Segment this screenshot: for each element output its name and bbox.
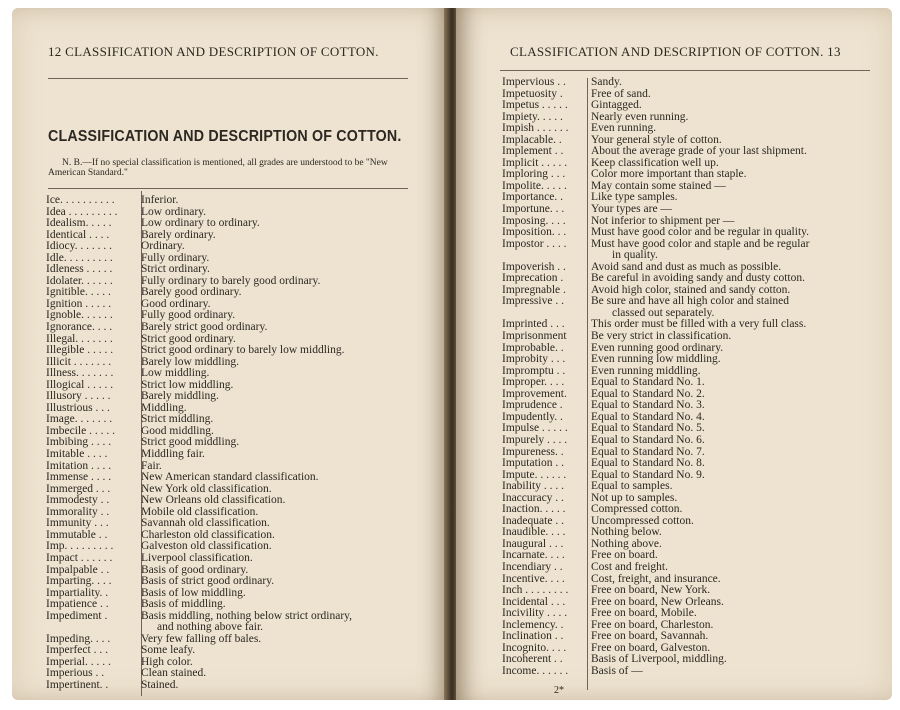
code-meaning: Be very strict in classification. xyxy=(591,330,732,343)
code-meaning: Strict good ordinary. xyxy=(141,332,236,345)
code-meaning: Savannah old classification. xyxy=(141,517,270,530)
code-word: Idolater. . . . . . xyxy=(46,275,113,287)
code-meaning: Basis of low middling. xyxy=(141,586,246,599)
code-word: Impressive . . xyxy=(502,296,564,308)
code-meaning: Fully ordinary to barely good ordinary. xyxy=(141,274,321,287)
code-meaning: Liverpool classification. xyxy=(141,551,253,564)
code-meaning: Ordinary. xyxy=(141,240,185,253)
code-meaning: Free on board, Savannah. xyxy=(591,630,709,643)
list-item xyxy=(502,458,882,470)
left-page-header: 12 CLASSIFICATION AND DESCRIPTION OF COTTON. xyxy=(48,44,379,59)
code-word: Imitable . . . . xyxy=(46,449,108,461)
code-word: Ice. . . . . . . . . . xyxy=(46,195,115,206)
code-meaning: Be careful in avoiding sandy and dusty cotton. xyxy=(591,272,805,285)
code-word: Immense . . . . xyxy=(46,472,112,484)
code-word: Inaudible. . . . xyxy=(502,527,566,539)
code-word: Ignoble. . . . . . xyxy=(46,310,113,322)
list-item xyxy=(502,493,882,505)
list-item xyxy=(46,391,416,403)
code-word: Inaugural . . . xyxy=(502,538,564,550)
code-word: Idea . . . . . . . . . xyxy=(46,206,118,218)
code-meaning: Good middling. xyxy=(141,424,214,437)
page-title: CLASSIFICATION AND DESCRIPTION OF COTTON. xyxy=(48,128,402,145)
list-item xyxy=(502,654,882,666)
code-word: Incentive. . . . xyxy=(502,573,565,585)
code-meaning: Strict good middling. xyxy=(141,436,240,449)
code-meaning: Equal to Standard No. 6. xyxy=(591,433,705,446)
code-meaning: Be sure and have all high color and stained xyxy=(591,295,789,308)
code-meaning: Avoid high color, stained and sandy cotton. xyxy=(591,283,791,296)
code-word: Impact . . . . . . xyxy=(46,552,113,564)
code-word: Immorality . . xyxy=(46,506,110,518)
list-item xyxy=(46,668,416,680)
code-word: Improbable. . xyxy=(502,342,564,354)
code-word: Idiocy. . . . . . . xyxy=(46,241,113,253)
list-item xyxy=(46,576,416,588)
list-item xyxy=(502,435,882,447)
code-meaning: Strict low middling. xyxy=(141,378,234,391)
list-item xyxy=(502,470,882,482)
code-word: Imposing. . . . xyxy=(502,215,566,227)
code-word: Impurely . . . . xyxy=(502,434,568,446)
code-word: Impregnable . xyxy=(502,284,566,296)
code-word: Importance. . xyxy=(502,192,563,204)
list-item xyxy=(46,287,416,299)
code-meaning: Even running. xyxy=(591,122,657,135)
code-word: Improbity . . . xyxy=(502,354,566,366)
code-meaning: Basis of good ordinary. xyxy=(141,563,249,576)
code-meaning: Equal to Standard No. 3. xyxy=(591,399,705,412)
code-word: Impertinent. . xyxy=(46,679,109,691)
code-word: Importune. . . xyxy=(502,204,565,216)
code-meaning: New Orleans old classification. xyxy=(141,494,286,507)
code-word: Immodesty . . xyxy=(46,495,110,507)
code-word: Imprinted . . . xyxy=(502,319,565,331)
code-meaning: This order must be filled with a very full class. xyxy=(591,318,807,331)
code-word: Inaction. . . . . xyxy=(502,504,566,516)
code-meaning: Basis middling, nothing below strict ordinary, xyxy=(141,609,353,622)
code-meaning: Strict ordinary. xyxy=(141,263,210,276)
code-word: Incivility . . . . xyxy=(502,608,568,620)
code-meaning: Basis of — xyxy=(591,664,643,677)
list-item xyxy=(46,680,416,692)
list-item xyxy=(46,322,416,334)
code-word: Improper. . . . xyxy=(502,377,565,389)
code-meaning: Free on board, Galveston. xyxy=(591,641,711,654)
code-word: Imperfect . . . xyxy=(46,645,108,657)
code-meaning: Equal to Standard No. 1. xyxy=(591,376,705,389)
code-meaning: Strict middling. xyxy=(141,413,214,426)
code-meaning: High color. xyxy=(141,655,193,668)
list-item xyxy=(46,414,416,426)
code-meaning: Some leafy. xyxy=(141,644,196,657)
code-meaning: Cost, freight, and insurance. xyxy=(591,572,721,585)
code-meaning: About the average grade of your last shipment. xyxy=(591,145,807,158)
code-meaning: Barely good ordinary. xyxy=(141,286,242,299)
code-word: Ignitible. . . . . xyxy=(46,287,111,299)
code-word: Impetus . . . . . xyxy=(502,100,568,112)
code-word: Incoherent . . xyxy=(502,654,563,666)
list-item xyxy=(46,449,416,461)
code-word: Idle. . . . . . . . . xyxy=(46,252,113,264)
code-meaning: Must have good color and be regular in quality. xyxy=(591,226,810,239)
code-word: Inclemency. . xyxy=(502,619,564,631)
code-word: Implicit . . . . . xyxy=(502,157,568,169)
code-word: Impish . . . . . . xyxy=(502,123,569,135)
code-meaning: May contain some stained — xyxy=(591,179,726,192)
list-item xyxy=(46,357,416,369)
code-meaning: Fully good ordinary. xyxy=(141,309,236,322)
code-meaning: Free on board, Charleston. xyxy=(591,618,714,631)
list-item xyxy=(502,666,882,678)
code-meaning: Free on board, New York. xyxy=(591,584,711,597)
code-meaning: Nearly even running. xyxy=(591,110,689,123)
code-word: Imprudence . xyxy=(502,400,563,412)
code-meaning: Equal to Standard No. 5. xyxy=(591,422,705,435)
code-word: Illegal. . . . . . . xyxy=(46,333,113,345)
code-word: Inability . . . . xyxy=(502,481,564,493)
code-meaning: Very few falling off bales. xyxy=(141,632,262,645)
code-word: Imbibing . . . . xyxy=(46,437,112,449)
code-meaning: Middling fair. xyxy=(141,448,205,461)
code-word: Incarnate. . . . xyxy=(502,550,565,562)
code-word: Impetuosity . xyxy=(502,88,563,100)
code-meaning: Low middling. xyxy=(141,367,210,380)
code-word: Impolite. . . . . xyxy=(502,180,567,192)
code-word: Implement . . xyxy=(502,146,564,158)
list-item xyxy=(502,608,882,620)
code-meaning-continued: in quality. xyxy=(612,249,658,262)
code-meaning: Avoid sand and dust as much as possible. xyxy=(591,260,782,273)
code-word: Ignition . . . . . xyxy=(46,298,112,310)
left-page xyxy=(12,8,448,700)
list-item xyxy=(502,539,882,551)
code-meaning: Equal to Standard No. 8. xyxy=(591,457,705,470)
code-meaning: Barely ordinary. xyxy=(141,228,216,241)
list-item xyxy=(46,380,416,392)
code-word: Illness. . . . . . . xyxy=(46,368,114,380)
list-item xyxy=(502,354,882,366)
code-word: Imputation . . xyxy=(502,458,564,470)
code-word: Immerged . . . xyxy=(46,483,111,495)
code-word: Impudently. . xyxy=(502,411,563,423)
right-page-header: CLASSIFICATION AND DESCRIPTION OF COTTON. 13 xyxy=(510,44,841,59)
list-item xyxy=(502,192,882,204)
code-meaning: Equal to Standard No. 2. xyxy=(591,387,705,400)
code-meaning: Equal to Standard No. 4. xyxy=(591,410,705,423)
code-word: Imploring . . . xyxy=(502,169,566,181)
header-rule xyxy=(500,70,870,71)
code-meaning: Low ordinary. xyxy=(141,205,207,218)
list-item xyxy=(46,553,416,565)
right-page xyxy=(456,8,892,700)
code-meaning: Charleston old classification. xyxy=(141,528,275,541)
code-word: Illogical . . . . . xyxy=(46,379,114,391)
code-meaning: Free on board, Mobile. xyxy=(591,607,697,620)
code-meaning: Stained. xyxy=(141,678,179,691)
code-word: Immunity . . . xyxy=(46,518,109,530)
code-word: Idleness . . . . . xyxy=(46,264,113,276)
list-item xyxy=(502,123,882,135)
list-item xyxy=(46,218,416,230)
list-item xyxy=(502,585,882,597)
code-meaning: Compressed cotton. xyxy=(591,503,683,516)
code-word: Image. . . . . . . xyxy=(46,414,113,426)
code-word: Impute. . . . . . xyxy=(502,469,567,481)
code-word: Imposition. . . xyxy=(502,227,567,239)
list-item xyxy=(502,239,882,251)
code-meaning: Middling. xyxy=(141,401,187,414)
code-word: Incendiary . . xyxy=(502,561,563,573)
list-item xyxy=(46,657,416,669)
code-meaning: Barely middling. xyxy=(141,390,219,403)
code-meaning: Basis of middling. xyxy=(141,598,226,611)
list-item xyxy=(502,112,882,124)
code-meaning: Nothing above. xyxy=(591,537,662,550)
code-word: Incognito. . . . xyxy=(502,642,567,654)
code-word: Impiety. . . . . xyxy=(502,111,563,123)
code-meaning: New American standard classification. xyxy=(141,471,319,484)
code-word: Impervious . . xyxy=(502,77,566,88)
list-item xyxy=(502,227,882,239)
code-word: Impatience . . xyxy=(46,599,109,611)
note-rule xyxy=(48,188,408,189)
list-item xyxy=(502,89,882,101)
header-rule xyxy=(48,78,408,79)
list-item xyxy=(502,481,882,493)
code-word: Imperious . . xyxy=(46,668,105,680)
code-meaning: Uncompressed cotton. xyxy=(591,514,694,527)
code-word: Imprecation . xyxy=(502,273,564,285)
code-word: Impulse . . . . . xyxy=(502,423,568,435)
list-item xyxy=(46,634,416,646)
code-meaning: Fully ordinary. xyxy=(141,251,210,264)
code-meaning: Your types are — xyxy=(591,203,672,216)
code-word: Impostor . . . . xyxy=(502,238,567,250)
code-meaning: Equal to samples. xyxy=(591,480,673,493)
code-meaning: Barely strict good ordinary. xyxy=(141,321,268,334)
code-word: Impromptu . . xyxy=(502,365,566,377)
list-item xyxy=(502,100,882,112)
list-item xyxy=(46,230,416,242)
code-meaning: Basis of Liverpool, middling. xyxy=(591,653,727,666)
list-item xyxy=(46,588,416,600)
code-word: Inch . . . . . . . . xyxy=(502,585,569,597)
code-word: Impediment . xyxy=(46,610,108,622)
code-meaning: Even running middling. xyxy=(591,364,701,377)
code-meaning-continued: and nothing above fair. xyxy=(157,621,264,634)
code-word: Ignorance. . . . xyxy=(46,322,113,334)
list-item xyxy=(46,403,416,415)
code-meaning: Must have good color and staple and be regular xyxy=(591,237,810,250)
code-word: Improvement. xyxy=(502,388,567,400)
code-meaning: Free of sand. xyxy=(591,87,651,100)
code-word: Illicit . . . . . . . xyxy=(46,356,112,368)
list-item xyxy=(46,472,416,484)
note-text: N. B.—If no special classification is mentioned, all grades are understood to be "New American Standard." xyxy=(48,158,388,178)
list-item xyxy=(502,550,882,562)
code-word: Impoverish . . xyxy=(502,261,566,273)
list-item xyxy=(502,77,882,89)
code-word: Impartiality. . xyxy=(46,587,109,599)
code-word: Identical . . . . xyxy=(46,229,110,241)
code-meaning: Gintagged. xyxy=(591,99,642,112)
code-meaning: Not up to samples. xyxy=(591,491,678,504)
list-item xyxy=(46,437,416,449)
list-item xyxy=(502,562,882,574)
list-item xyxy=(502,527,882,539)
code-meaning: Mobile old classification. xyxy=(141,505,259,518)
code-meaning: Equal to Standard No. 9. xyxy=(591,468,705,481)
code-meaning: Even running good ordinary. xyxy=(591,341,724,354)
left-code-list xyxy=(46,195,416,692)
code-meaning: Fair. xyxy=(141,459,162,472)
code-meaning: Sandy. xyxy=(591,76,622,88)
code-meaning: New York old classification. xyxy=(141,482,272,495)
code-meaning: Even running low middling. xyxy=(591,353,721,366)
code-meaning: Keep classification well up. xyxy=(591,156,719,169)
code-meaning: Basis of strict good ordinary. xyxy=(141,575,275,588)
code-word: Inaccuracy . . xyxy=(502,492,564,504)
signature-mark: 2* xyxy=(554,685,564,696)
code-word: Impeding. . . . xyxy=(46,633,111,645)
code-meaning: Low ordinary to ordinary. xyxy=(141,217,260,230)
code-meaning: Free on board, New Orleans. xyxy=(591,595,724,608)
list-item xyxy=(502,516,882,528)
code-word: Illegible . . . . . xyxy=(46,345,114,357)
code-word: Idealism. . . . . xyxy=(46,218,112,230)
code-meaning: Good ordinary. xyxy=(141,297,211,310)
code-meaning-continued: classed out separately. xyxy=(612,306,715,319)
list-item xyxy=(46,345,416,357)
code-word: Imp. . . . . . . . . xyxy=(46,541,114,553)
right-code-list xyxy=(502,77,882,677)
list-item xyxy=(502,204,882,216)
list-item xyxy=(502,331,882,343)
code-word: Illustrious . . . xyxy=(46,402,110,414)
code-meaning: Equal to Standard No. 7. xyxy=(591,445,705,458)
code-word: Immutable . . xyxy=(46,529,108,541)
code-meaning: Strict good ordinary to barely low middling. xyxy=(141,344,345,357)
code-meaning: Your general style of cotton. xyxy=(591,133,722,146)
list-item xyxy=(46,645,416,657)
code-word: Implacable. . xyxy=(502,134,562,146)
code-word: Imprisonment xyxy=(502,331,567,343)
code-word: Imperial. . . . . xyxy=(46,656,111,668)
code-word: Income. . . . . . xyxy=(502,665,569,677)
code-word: Imparting. . . . xyxy=(46,576,112,588)
code-word: Illusory . . . . . xyxy=(46,391,111,403)
code-word: Impureness. . xyxy=(502,446,564,458)
code-word: Inadequate . . xyxy=(502,515,564,527)
list-item xyxy=(46,241,416,253)
code-word: Inclination . . xyxy=(502,631,564,643)
list-item xyxy=(46,195,416,207)
code-meaning: Inferior. xyxy=(141,194,179,206)
code-word: Imbecile . . . . . xyxy=(46,425,115,437)
code-meaning: Barely low middling. xyxy=(141,355,240,368)
code-word: Incidental . . . xyxy=(502,596,566,608)
code-meaning: Cost and freight. xyxy=(591,560,668,573)
code-word: Impalpable . . xyxy=(46,564,110,576)
code-meaning: Clean stained. xyxy=(141,667,207,680)
code-meaning: Color more important than staple. xyxy=(591,168,747,181)
list-item xyxy=(46,599,416,611)
code-word: Imitation . . . . xyxy=(46,460,112,472)
code-meaning: Like type samples. xyxy=(591,191,678,204)
code-meaning: Galveston old classification. xyxy=(141,540,272,553)
list-item xyxy=(46,253,416,265)
code-meaning: Free on board. xyxy=(591,549,658,562)
list-item xyxy=(502,181,882,193)
code-meaning: Nothing below. xyxy=(591,526,662,539)
code-meaning: Not inferior to shipment per — xyxy=(591,214,735,227)
